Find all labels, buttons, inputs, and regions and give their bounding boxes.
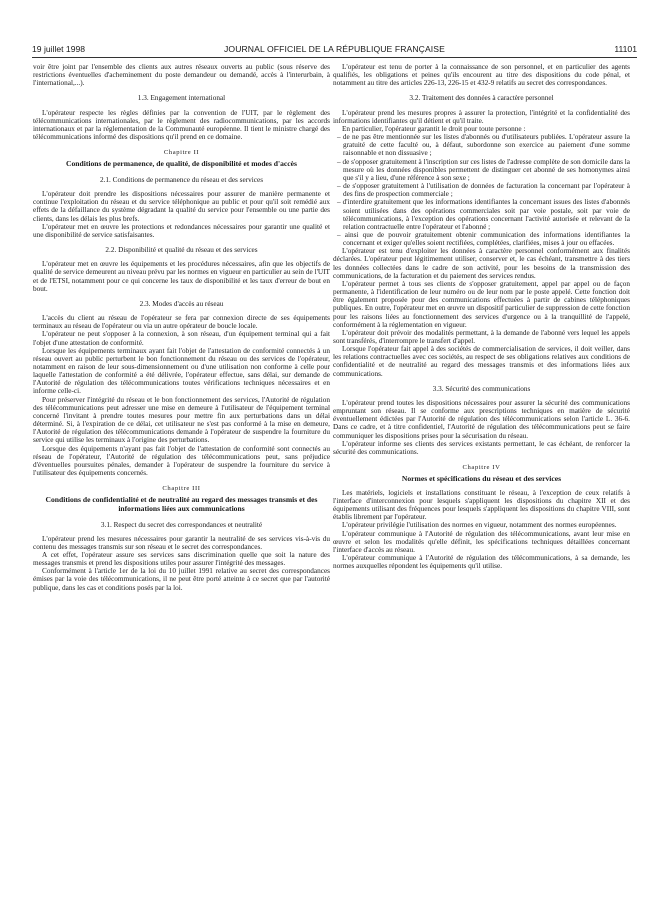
paragraph: A cet effet, l'opérateur assure ses services sans discrimination quelle que soit la nature des messages transmis et prend les dispositions utiles pour assurer l'intégrité des messages. <box>33 550 330 568</box>
paragraph: L'opérateur permet à tous ses clients de s'opposer gratuitement, appel par appel ou de façon permanente, à l'identification de leur numéro ou de leur nom par le poste appelé. Cette fonction doit être également proposée pour des communications effectuées à partir de cabines téléphoniques publiques. En outre, l'opérateur met en œuvre un dispositif particulier de suppression de cette fonction pour les raisons liées au fonctionnement des services d'urgence ou à la tranquillité de l'appelé, conformément à la réglementation en vigueur. <box>333 279 630 329</box>
paragraph: L'opérateur est tenu de porter à la connaissance de son personnel, et en particulier des agents qualifiés, les obligations et peines qu'ils encourent au titre des dispositions du code pénal, et notamment au titre des articles 226-13, 226-15 et 432-9 relatifs au secret des correspondances. <box>333 63 630 88</box>
paragraph: L'opérateur prend les mesures nécessaires pour garantir la neutralité de ses services vis-à-vis du contenu des messages transmis sur son réseau et le secret des correspondances. <box>33 534 330 551</box>
list-item: – ainsi que de pouvoir gratuitement obtenir communication des informations identifiantes la concernant et exiger qu'elles soient rectifiées, complétées, clarifiées, mises à jour ou effacées. <box>337 230 630 248</box>
section-heading: 2.3. Modes d'accès au réseau <box>139 299 224 308</box>
list-item: – de ne pas être mentionnée sur les listes d'abonnés ou d'utilisateurs publiées. L'opérateur assure la gratuité de cette faculté ou, à défaut, subordonne son exercice au paiement d'une somme raisonnable et non dissuasive ; <box>337 133 630 158</box>
page-header <box>32 44 637 56</box>
paragraph: Lorsque les équipements terminaux ayant fait l'objet de l'attestation de conformité connectés à un réseau ouvert au public perturbent le bon fonctionnement du réseau ou des services de l'opérateur, notamment en raison de leur sous-dimensionnement ou d'une utilisation non conforme à celle pour laquelle l'attestation de conformité a été délivrée, l'opérateur effectue, sans délai, sur demande de l'Autorité de régulation des télécommunications toutes vérifications techniques nécessaires et en informe celle-ci. <box>33 346 330 396</box>
paragraph: L'opérateur doit prévoir des modalités permettant, à la demande de l'abonné vers lequel les appels sont transférés, d'interrompre le transfert d'appel. <box>333 328 630 345</box>
section-heading: 2.1. Conditions de permanence du réseau et des services <box>99 176 264 184</box>
paragraph: L'opérateur prend les mesures propres à assurer la protection, l'intégrité et la confidentialité des informations identifiantes qu'il détient et qu'il traite. <box>333 108 630 125</box>
header-page-number: 11101 <box>614 44 637 54</box>
list-item: – d'interdire gratuitement que les informations identifiantes la concernant issues des listes d'abonnés soient utilisées dans des opérations commerciales soit par voie postale, soit par voie de télécommunications, à l'exception des opérations concernant l'activité autorisée et relevant de la relation contractuelle entre l'opérateur et l'abonné ; <box>337 198 630 231</box>
chapter-label: Chapitre IV <box>462 464 501 472</box>
paragraph: Les matériels, logiciels et installations constituant le réseau, à l'exception de ceux relatifs à l'interface d'interconnexion pour lesquels s'appliquent les dispositions du chapitre XII et des équipements utilisant des fréquences pour lesquels s'appliquent les dispositions du chapitre VIII, sont établis librement par l'opérateur. <box>333 488 630 522</box>
paragraph: L'opérateur met en œuvre les protections et redondances nécessaires pour garantir une qualité et une disponibilité de service satisfaisantes. <box>33 222 330 239</box>
paragraph: L'opérateur communique à l'Autorité de régulation des télécommunications, à sa demande, les normes auxquelles répondent les équipements qu'il utilise. <box>333 554 630 571</box>
chapter-label: Chapitre III <box>162 485 201 493</box>
chapter-title: Conditions de permanence, de qualité, de disponibilité et modes d'accès <box>66 159 297 169</box>
section-heading: 3.1. Respect du secret des correspondances et neutralité <box>100 520 263 529</box>
paragraph: L'opérateur ne peut s'opposer à la connexion, à son réseau, d'un équipement terminal qui a fait l'objet d'une attestation de conformité. <box>33 330 330 347</box>
paragraph: L'opérateur prend toutes les dispositions nécessaires pour assurer la sécurité des communications empruntant son réseau. Il se conforme aux prescriptions techniques en matière de sécurité éventuellement édictées par l'Autorité de régulation des télécommunications selon l'article L. 36-6. Dans ce cadre, et à titre confidentiel, l'Autorité de régulation des télécommunications peut se faire communiquer les dispositions prises pour la sécurisation du réseau. <box>333 398 630 440</box>
paragraph: L'opérateur informe ses clients des services existants permettant, le cas échéant, de renforcer la sécurité des communications. <box>333 439 630 456</box>
list-item: – de s'opposer gratuitement à l'inscription sur ces listes de l'adresse complète de son domicile dans la mesure où les données disponibles permettent de distinguer cet abonné de ses homonymes ainsi que s'il y a lieu, d'une référence à son sexe ; <box>337 157 630 182</box>
paragraph: Lorsque des équipements n'ayant pas fait l'objet de l'attestation de conformité sont connectés au réseau de l'opérateur, l'Autorité de régulation des télécommunications peut, sans préjudice d'éventuelles poursuites pénales, demander à l'opérateur de suspendre la fourniture du service à l'utilisateur des équipements concernés. <box>33 444 330 477</box>
right-column <box>333 63 630 570</box>
paragraph: voir être joint par l'ensemble des clients aux autres réseaux ouverts au public (sous réserve des restrictions éventuelles d'acheminement du poste demandeur ou demandé, accès à l'interurbain, à l'international,...). <box>33 63 330 88</box>
paragraph: L'opérateur communique à l'Autorité de régulation des télécommunications, avant leur mise en œuvre et selon les modalités qu'elle définit, les spécifications techniques détaillées concernant l'interface d'accès au réseau. <box>333 529 630 554</box>
paragraph: L'opérateur met en œuvre les équipements et les procédures nécessaires, afin que les objectifs de qualité de service demeurent au niveau prévu par les normes en vigueur en particulier au sein de l'UIT et de l'ETSI, notamment pour ce qui concerne les taux de disponibilité et les taux d'erreur de bout en bout. <box>33 260 330 293</box>
paragraph: L'accès du client au réseau de l'opérateur se fera par connexion directe de ses équipements terminaux au réseau de l'opérateur ou via un autre opérateur de boucle locale. <box>33 314 330 331</box>
left-column <box>33 63 330 592</box>
header-rule <box>32 57 637 58</box>
paragraph: Conformément à l'article 1er de la loi du 10 juillet 1991 relative au secret des correspondances émises par la voie des télécommunications, il ne peut être porté atteinte à ce secret que par l'autorité publique, dans les cas et conditions posés par la loi. <box>33 567 330 592</box>
paragraph: L'opérateur respecte les règles définies par la convention de l'UIT, par le règlement des télécommunications internationales, par le règlement des radiocommunications, par les accords internationaux et par la réglementation de la Communauté européenne. Il tient le ministre chargé des télécommunications informé des dispositions qu'il prend en ce domaine. <box>33 108 330 142</box>
section-heading: 3.2. Traitement des données à caractère personnel <box>409 94 554 103</box>
section-heading: 3.3. Sécurité des communications <box>432 384 531 393</box>
paragraph: En particulier, l'opérateur garantit le droit pour toute personne : <box>342 124 526 133</box>
section-heading: 2.2. Disponibilité et qualité du réseau et des services <box>105 246 258 255</box>
chapter-label: Chapitre II <box>163 149 200 157</box>
chapter-title: Normes et spécifications du réseau et des services <box>401 474 562 484</box>
header-date: 19 juillet 1998 <box>32 44 86 54</box>
paragraph: Pour préserver l'intégrité du réseau et le bon fonctionnement des services, l'Autorité de régulation des télécommunications peut adresser une mise en demeure à l'utilisateur de l'équipement terminal concerné l'invitant à prendre toutes mesures pour mettre fin aux perturbations dans un délai déterminé. Si, à l'expiration de ce délai, cet utilisateur ne s'est pas conformé à la mise en demeure, l'Autorité de régulation des télécommunications demande à l'opérateur de suspendre la fourniture du service qui utilise les terminaux à l'origine des perturbations. <box>33 395 330 445</box>
paragraph: Lorsque l'opérateur fait appel à des sociétés de commercialisation de services, il doit veiller, dans les relations contractuelles avec ces sociétés, au respect de ses obligations relatives aux conditions de confidentialité et de neutralité au regard des messages transmis et des informations liées aux communications. <box>333 345 630 378</box>
header-journal-title: JOURNAL OFFICIEL DE LA RÉPUBLIQUE FRANÇAISE <box>224 44 445 54</box>
chapter-title: Conditions de confidentialité et de neutralité au regard des messages transmis et des informations liées aux communications <box>45 495 318 513</box>
section-heading: 1.3. Engagement international <box>137 94 226 103</box>
paragraph: L'opérateur privilégie l'utilisation des normes en vigueur, notamment des normes européennes. <box>342 521 617 530</box>
paragraph: L'opérateur doit prendre les dispositions nécessaires pour assurer de manière permanente et continue l'exploitation du réseau et du service téléphonique au public et pour qu'il soit remédié aux effets de la défaillance du système dégradant la qualité du service pour l'ensemble ou une partie des clients, dans les délais les plus brefs. <box>33 190 330 223</box>
list-item: – de s'opposer gratuitement à l'utilisation de données de facturation la concernant par l'opérateur à des fins de prospection commerciale ; <box>337 182 630 199</box>
paragraph: L'opérateur est tenu d'exploiter les données à caractère personnel conformément aux finalités déclarées. L'opérateur peut légitimement utiliser, conserver et, le cas échéant, transmettre à des tiers les données collectées dans le cadre de son activité, pour les besoins de la transmission des communications, de la facturation et du paiement des services rendus. <box>333 247 630 280</box>
